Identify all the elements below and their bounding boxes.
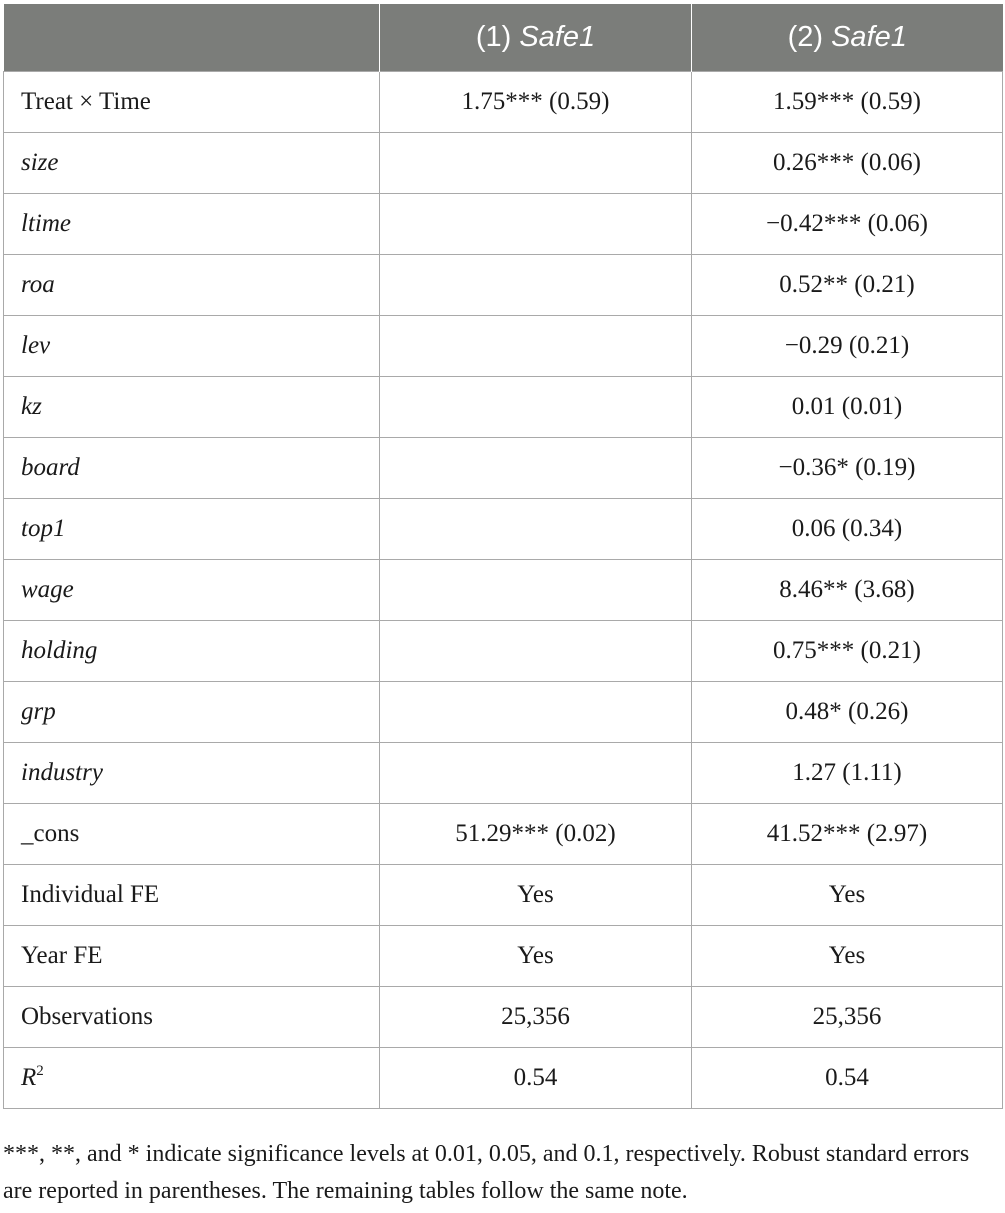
table-row	[4, 865, 1003, 926]
row-label: roa	[4, 255, 380, 316]
table-row	[4, 804, 1003, 865]
row-label: industry	[4, 743, 380, 804]
table-row	[4, 621, 1003, 682]
model-1-value	[380, 255, 692, 316]
r-squared-superscript: 2	[36, 1063, 44, 1079]
table-row	[4, 194, 1003, 255]
model-1-value: 51.29*** (0.02)	[380, 804, 692, 865]
header-model-2-number: (2)	[787, 21, 832, 53]
model-1-value	[380, 316, 692, 377]
model-2-value: 1.59*** (0.59)	[692, 72, 1003, 133]
model-2-value: 0.06 (0.34)	[692, 499, 1003, 560]
model-1-value: 0.54	[380, 1048, 692, 1109]
row-label: Treat × Time	[4, 72, 380, 133]
table-row	[4, 743, 1003, 804]
table-row	[4, 72, 1003, 133]
row-label: holding	[4, 621, 380, 682]
model-2-value: Yes	[692, 926, 1003, 987]
header-empty-cell	[4, 4, 380, 72]
model-1-value: Yes	[380, 865, 692, 926]
table-footnote: ***, **, and * indicate significance levels at 0.01, 0.05, and 0.1, respectively. Robust standard errors are reported in parentheses. The remaining tables follow the same note.	[3, 1141, 970, 1204]
header-model-2	[692, 4, 1003, 72]
header-model-1-variable: Safe1	[519, 21, 596, 53]
row-label: wage	[4, 560, 380, 621]
model-1-value	[380, 499, 692, 560]
row-label: grp	[4, 682, 380, 743]
model-2-value: 1.27 (1.11)	[692, 743, 1003, 804]
table-row	[4, 255, 1003, 316]
table-row-r-squared	[4, 1048, 1003, 1109]
model-2-value: 0.52** (0.21)	[692, 255, 1003, 316]
row-label: top1	[4, 499, 380, 560]
table-row	[4, 316, 1003, 377]
row-label: board	[4, 438, 380, 499]
model-2-value: 0.26*** (0.06)	[692, 133, 1003, 194]
regression-table	[3, 4, 1003, 1109]
header-model-1-number: (1)	[475, 21, 520, 53]
model-1-value	[380, 682, 692, 743]
row-label: Observations	[4, 987, 380, 1048]
row-label: Individual FE	[4, 865, 380, 926]
model-2-value: 0.54	[692, 1048, 1003, 1109]
row-label: ltime	[4, 194, 380, 255]
table-row	[4, 560, 1003, 621]
model-2-value: 0.75*** (0.21)	[692, 621, 1003, 682]
table-row	[4, 377, 1003, 438]
model-2-value: 25,356	[692, 987, 1003, 1048]
table-row	[4, 682, 1003, 743]
header-model-2-variable: Safe1	[831, 21, 907, 53]
model-2-value: −0.42*** (0.06)	[692, 194, 1003, 255]
table-header-row	[4, 4, 1003, 72]
model-1-value	[380, 743, 692, 804]
model-2-value: −0.29 (0.21)	[692, 316, 1003, 377]
model-2-value: 0.48* (0.26)	[692, 682, 1003, 743]
model-1-value	[380, 621, 692, 682]
r-squared-symbol: R	[21, 1064, 37, 1091]
model-1-value	[380, 377, 692, 438]
model-1-value	[380, 133, 692, 194]
model-1-value	[380, 194, 692, 255]
table-row	[4, 438, 1003, 499]
row-label: lev	[4, 316, 380, 377]
model-2-value: Yes	[692, 865, 1003, 926]
model-1-value: Yes	[380, 926, 692, 987]
model-1-value: 25,356	[380, 987, 692, 1048]
table-row	[4, 499, 1003, 560]
model-2-value: 0.01 (0.01)	[692, 377, 1003, 438]
row-label: kz	[4, 377, 380, 438]
model-1-value	[380, 560, 692, 621]
model-1-value	[380, 438, 692, 499]
table-row	[4, 926, 1003, 987]
table-row	[4, 133, 1003, 194]
table-row	[4, 987, 1003, 1048]
row-label: size	[4, 133, 380, 194]
model-2-value: −0.36* (0.19)	[692, 438, 1003, 499]
r-squared-label	[4, 1048, 380, 1109]
row-label: _cons	[4, 804, 380, 865]
header-model-1	[380, 4, 692, 72]
row-label: Year FE	[4, 926, 380, 987]
regression-table-container	[3, 4, 1002, 1109]
model-1-value: 1.75*** (0.59)	[380, 72, 692, 133]
model-2-value: 41.52*** (2.97)	[692, 804, 1003, 865]
model-2-value: 8.46** (3.68)	[692, 560, 1003, 621]
